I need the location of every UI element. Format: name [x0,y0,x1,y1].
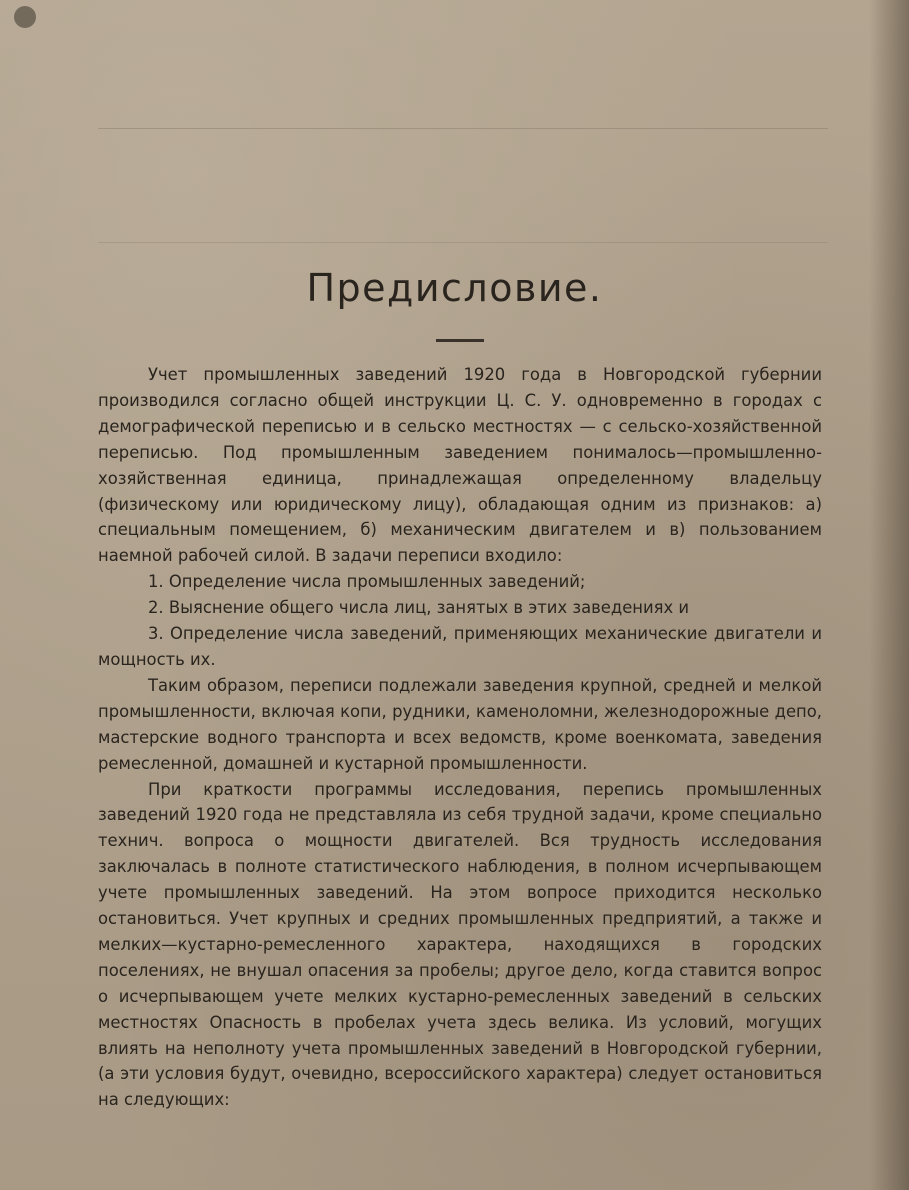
title-divider [436,339,484,342]
list-item-3: 3. Определение числа заведений, применяющих механические двигатели и мощность их. [98,624,822,669]
page-title: Предисловие. [306,266,603,310]
paragraph-difficulty: При краткости программы исследования, перепись промышленных заведений 1920 года не представляла из себя трудной задачи, кроме специально технич. вопроса о мощности двигателей. Вся трудность исследования заключалась в полноте статистического наблюдения, в полном исчерпывающем учете промышленных заведений. На этом вопросе приходится несколько остановиться. Учет крупных и средних промышленных предприятий, а также и мелких—кустарно-ремесленного характера, находящихся в городских поселениях, не внушал опасения за пробелы; другое дело, когда ставится вопрос о исчерпывающем учете мелких кустарно-ремесленных заведений в сельских местностях Опасность в пробелах учета здесь велика. Из условий, могущих влиять на неполноту учета промышленных заведений в Новгородской губернии, (а эти условия будут, очевидно, всероссийского характера) следует остановиться на следующих: [98,779,822,1110]
list-item-1: 1. Определение числа промышленных заведений; [148,572,586,592]
list-item-2: 2. Выяснение общего числа лиц, занятых в этих заведениях и [148,598,690,618]
torn-page-edge [869,0,909,1190]
document-body [98,362,822,1113]
paragraph-intro: Учет промышленных заведений 1920 года в Новгородской губернии производился согласно общей инструкции Ц. С. У. одновременно в городах с демографической переписью и в сельско местностях — с сельско-хозяйственной переписью. Под промышленным заведением понималось—промышленно-хозяйственная единица, принадлежащая определенному владельцу (физическому или юридическому лицу), обладающая одним из признаков: а) специальным помещением, б) механическим двигателем и в) пользованием наемной рабочей силой. В задачи переписи входило: [98,365,822,566]
paragraph-scope: Таким образом, переписи подлежали заведения крупной, средней и мелкой промышленности, включая копи, рудники, каменоломни, железнодорожные депо, мастерские водного транспорта и всех ведомств, кроме военкомата, заведения ремесленной, домашней и кустарной промышленности. [98,675,822,773]
ink-stain [14,6,36,28]
